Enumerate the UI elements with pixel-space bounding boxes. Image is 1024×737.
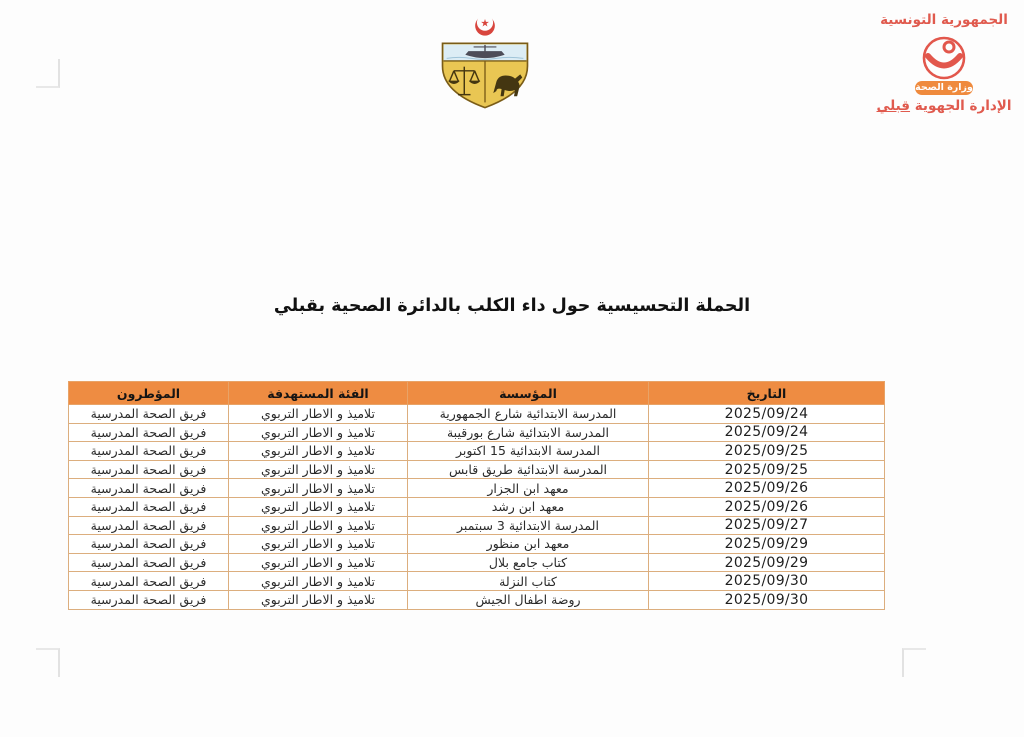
cell-supervisors: فريق الصحة المدرسية	[69, 497, 229, 516]
cell-target-group: تلاميذ و الاطار التربوي	[229, 553, 408, 572]
table-row	[69, 442, 885, 461]
cell-date: 2025/09/26	[649, 479, 885, 498]
table-row	[69, 497, 885, 516]
cell-date: 2025/09/24	[649, 423, 885, 442]
corner-mark-top-left	[36, 59, 60, 88]
cell-institution: معهد ابن رشد	[408, 497, 649, 516]
cell-target-group: تلاميذ و الاطار التربوي	[229, 516, 408, 535]
header-institution: المؤسسة	[408, 382, 649, 405]
corner-mark-bottom-left	[36, 648, 60, 677]
cell-supervisors: فريق الصحة المدرسية	[69, 572, 229, 591]
directorate-title: الإدارة الجهوية قبلي	[876, 98, 1012, 115]
cell-supervisors: فريق الصحة المدرسية	[69, 460, 229, 479]
cell-institution: المدرسة الابتدائية 3 سبتمبر	[408, 516, 649, 535]
cell-institution: المدرسة الابتدائية شارع الجمهورية	[408, 405, 649, 424]
cell-target-group: تلاميذ و الاطار التربوي	[229, 572, 408, 591]
table-row	[69, 479, 885, 498]
cell-date: 2025/09/29	[649, 553, 885, 572]
cell-target-group: تلاميذ و الاطار التربوي	[229, 423, 408, 442]
ministry-banner: وزارة الصحة	[915, 81, 973, 96]
cell-supervisors: فريق الصحة المدرسية	[69, 516, 229, 535]
header-date: التاريخ	[649, 382, 885, 405]
cell-date: 2025/09/30	[649, 590, 885, 609]
cell-supervisors: فريق الصحة المدرسية	[69, 423, 229, 442]
table-row	[69, 423, 885, 442]
cell-institution: روضة اطفال الجيش	[408, 590, 649, 609]
cell-target-group: تلاميذ و الاطار التربوي	[229, 442, 408, 461]
cell-date: 2025/09/27	[649, 516, 885, 535]
cell-institution: كتاب النزلة	[408, 572, 649, 591]
cell-target-group: تلاميذ و الاطار التربوي	[229, 479, 408, 498]
cell-institution: المدرسة الابتدائية شارع بورقيبة	[408, 423, 649, 442]
cell-supervisors: فريق الصحة المدرسية	[69, 590, 229, 609]
cell-date: 2025/09/25	[649, 442, 885, 461]
cell-target-group: تلاميذ و الاطار التربوي	[229, 590, 408, 609]
cell-date: 2025/09/24	[649, 405, 885, 424]
header-target-group: الفئة المستهدفة	[229, 382, 408, 405]
header-supervisors: المؤطرون	[69, 382, 229, 405]
cell-target-group: تلاميذ و الاطار التربوي	[229, 460, 408, 479]
cell-supervisors: فريق الصحة المدرسية	[69, 405, 229, 424]
national-coat-of-arms-icon	[428, 12, 542, 116]
campaign-table	[68, 381, 885, 610]
table-row	[69, 590, 885, 609]
cell-institution: كتاب جامع بلال	[408, 553, 649, 572]
table-row	[69, 405, 885, 424]
cell-institution: معهد ابن منظور	[408, 535, 649, 554]
republic-title: الجمهورية التونسية	[880, 12, 1008, 28]
cell-institution: المدرسة الابتدائية طريق قابس	[408, 460, 649, 479]
cell-date: 2025/09/25	[649, 460, 885, 479]
table-row	[69, 516, 885, 535]
table-row	[69, 535, 885, 554]
cell-supervisors: فريق الصحة المدرسية	[69, 553, 229, 572]
cell-institution: المدرسة الابتدائية 15 اكتوبر	[408, 442, 649, 461]
document-title: الحملة التحسيسية حول داء الكلب بالدائرة الصحية بقبلي	[273, 296, 751, 316]
cell-institution: معهد ابن الجزار	[408, 479, 649, 498]
table-row	[69, 460, 885, 479]
corner-mark-bottom-right	[902, 648, 926, 677]
cell-date: 2025/09/26	[649, 497, 885, 516]
table-row	[69, 572, 885, 591]
cell-supervisors: فريق الصحة المدرسية	[69, 535, 229, 554]
cell-supervisors: فريق الصحة المدرسية	[69, 442, 229, 461]
cell-target-group: تلاميذ و الاطار التربوي	[229, 405, 408, 424]
cell-date: 2025/09/30	[649, 572, 885, 591]
table-row	[69, 553, 885, 572]
cell-target-group: تلاميذ و الاطار التربوي	[229, 535, 408, 554]
cell-supervisors: فريق الصحة المدرسية	[69, 479, 229, 498]
directorate-region: قبلي	[876, 98, 911, 115]
cell-target-group: تلاميذ و الاطار التربوي	[229, 497, 408, 516]
table-header-row	[69, 382, 885, 405]
official-header-block	[870, 12, 1018, 115]
cell-date: 2025/09/29	[649, 535, 885, 554]
campaign-table-body	[69, 405, 885, 610]
